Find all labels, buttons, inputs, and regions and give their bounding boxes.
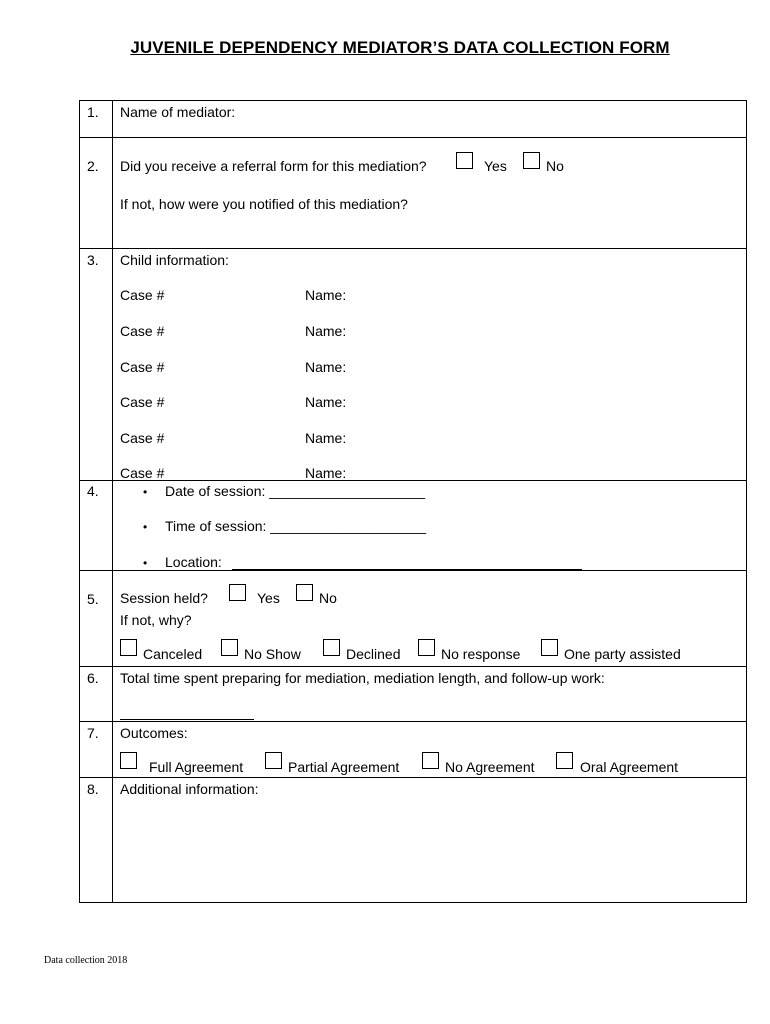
bullet: •: [143, 556, 148, 570]
referral-yes-label: Yes: [484, 158, 507, 174]
question-2-row: [80, 138, 746, 249]
session-date-field[interactable]: Date of session: ____________________: [165, 483, 425, 499]
no-show-checkbox[interactable]: [221, 639, 238, 656]
data-collection-form: [79, 100, 747, 903]
session-time-field[interactable]: Time of session: ____________________: [165, 518, 427, 534]
child-information-label: Child information:: [120, 252, 229, 268]
question-number-cell: [80, 667, 113, 721]
question-7-row: [80, 722, 746, 778]
case-number-label: Case #: [120, 430, 165, 446]
question-number-cell: [80, 571, 113, 666]
full-agreement-label: Full Agreement: [149, 759, 244, 775]
question-number-cell: [80, 722, 113, 777]
no-show-label: No Show: [244, 646, 301, 662]
child-name-label: Name:: [305, 287, 347, 303]
referral-no-label: No: [546, 158, 564, 174]
question-number-cell: [80, 101, 113, 137]
child-name-label: Name:: [305, 323, 347, 339]
session-held-yes-checkbox[interactable]: [229, 584, 246, 601]
full-agreement-checkbox[interactable]: [120, 752, 137, 769]
one-party-assisted-label: One party assisted: [564, 646, 681, 662]
case-number-label: Case #: [120, 394, 165, 410]
question-number-cell: [80, 481, 113, 570]
oral-agreement-checkbox[interactable]: [556, 752, 573, 769]
session-held-label: Session held?: [120, 590, 208, 606]
partial-agreement-label: Partial Agreement: [288, 759, 400, 775]
case-number-label: Case #: [120, 323, 165, 339]
partial-agreement-checkbox[interactable]: [265, 752, 282, 769]
child-name-label: Name:: [305, 465, 347, 481]
child-name-label: Name:: [305, 394, 347, 410]
total-time-label: Total time spent preparing for mediation, mediation length, and follow-up work:: [120, 670, 605, 686]
question-number-cell: [80, 249, 113, 480]
question-number: 4.: [87, 483, 99, 499]
bullet: •: [143, 485, 148, 499]
declined-label: Declined: [346, 646, 401, 662]
question-number: 8.: [87, 781, 99, 797]
question-8-row: [80, 778, 746, 902]
footer-text: Data collection 2018: [44, 955, 128, 966]
canceled-checkbox[interactable]: [120, 639, 137, 656]
bullet: •: [143, 520, 148, 534]
session-held-yes-label: Yes: [257, 590, 280, 606]
no-agreement-label: No Agreement: [445, 759, 535, 775]
additional-information-label: Additional information:: [120, 781, 259, 797]
no-response-label: No response: [441, 646, 521, 662]
page-title: JUVENILE DEPENDENCY MEDIATOR’S DATA COLLECTION FORM: [130, 38, 670, 57]
canceled-label: Canceled: [143, 646, 203, 662]
case-number-label: Case #: [120, 465, 165, 481]
notification-question-label: If not, how were you notified of this mediation?: [120, 196, 408, 212]
question-number: 3.: [87, 252, 99, 268]
referral-no-checkbox[interactable]: [523, 152, 540, 169]
question-1-row: [80, 101, 746, 138]
question-5-row: [80, 571, 746, 667]
question-3-row: [80, 249, 746, 481]
session-held-no-label: No: [319, 590, 337, 606]
one-party-assisted-checkbox[interactable]: [541, 639, 558, 656]
session-location-label: Location:: [165, 554, 222, 570]
question-number: 6.: [87, 670, 99, 686]
case-number-label: Case #: [120, 287, 165, 303]
question-number: 1.: [87, 104, 99, 120]
referral-question-label: Did you receive a referral form for this mediation?: [120, 158, 427, 174]
question-number: 2.: [87, 158, 99, 174]
no-agreement-checkbox[interactable]: [422, 752, 439, 769]
question-number: 7.: [87, 725, 99, 741]
question-number-cell: [80, 138, 113, 248]
referral-yes-checkbox[interactable]: [456, 152, 473, 169]
declined-checkbox[interactable]: [323, 639, 340, 656]
child-name-label: Name:: [305, 430, 347, 446]
outcomes-label: Outcomes:: [120, 725, 188, 741]
question-number: 5.: [87, 591, 99, 607]
session-location-input-line[interactable]: [232, 569, 582, 570]
question-4-row: [80, 481, 746, 571]
question-6-row: [80, 667, 746, 722]
oral-agreement-label: Oral Agreement: [580, 759, 679, 775]
case-number-label: Case #: [120, 359, 165, 375]
total-time-input-line[interactable]: [120, 719, 254, 720]
no-response-checkbox[interactable]: [418, 639, 435, 656]
mediator-name-label: Name of mediator:: [120, 104, 236, 120]
question-number-cell: [80, 778, 113, 902]
child-name-label: Name:: [305, 359, 347, 375]
session-held-no-checkbox[interactable]: [296, 584, 313, 601]
not-held-reason-label: If not, why?: [120, 612, 192, 628]
